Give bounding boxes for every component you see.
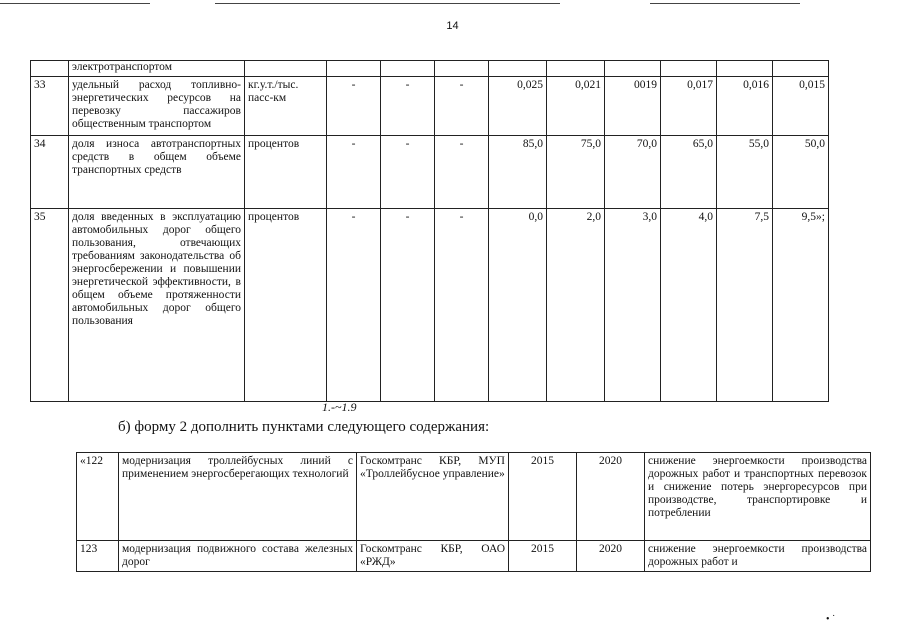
value-cell: 0,015	[773, 77, 829, 136]
measure-name: модернизация подвижного состава железных дорог	[119, 541, 357, 572]
expected-effect: снижение энергоемкости производства дорожных работ и	[645, 541, 871, 572]
value-cell: -	[435, 77, 489, 136]
executor: Госкомтранс КБР, ОАО «РЖД»	[357, 541, 509, 572]
value-cell: -	[327, 209, 381, 402]
value-cell: 0019	[605, 77, 661, 136]
value-cell: 75,0	[547, 136, 605, 209]
value-cell: 7,5	[717, 209, 773, 402]
value-cell: -	[381, 209, 435, 402]
value-cell: 0,021	[547, 77, 605, 136]
table-row	[77, 453, 871, 541]
value-cell: -	[327, 136, 381, 209]
end-year: 2020	[577, 541, 645, 572]
start-year: 2015	[509, 453, 577, 541]
value-cell: 0,025	[489, 77, 547, 136]
end-year: 2020	[577, 453, 645, 541]
value-cell: 0,017	[661, 77, 717, 136]
table-cell: электротранспортом	[69, 61, 245, 77]
value-cell: 0,016	[717, 77, 773, 136]
value-cell: -	[435, 209, 489, 402]
table-row	[31, 136, 829, 209]
table-row	[31, 209, 829, 402]
value-cell: 70,0	[605, 136, 661, 209]
value-cell: 9,5»;	[773, 209, 829, 402]
value-cell: 2,0	[547, 209, 605, 402]
measure-name: модернизация троллейбусных линий с применением энергосберегающих технологий	[119, 453, 357, 541]
value-cell: 3,0	[605, 209, 661, 402]
scan-artifact	[0, 3, 150, 4]
indicator-name: доля износа автотранспортных средств в общем объеме транспортных средств	[69, 136, 245, 209]
expected-effect: снижение энергоемкости производства дорожных работ и транспортных перевозок и снижение потерь энергоресурсов при производстве, транспортировке и потреблении	[645, 453, 871, 541]
value-cell: -	[381, 136, 435, 209]
scan-artifact	[650, 3, 800, 4]
unit: процентов	[245, 136, 327, 209]
row-number: 35	[31, 209, 69, 402]
value-cell: 4,0	[661, 209, 717, 402]
unit: процентов	[245, 209, 327, 402]
value-cell: 0,0	[489, 209, 547, 402]
value-cell: 55,0	[717, 136, 773, 209]
measures-table	[76, 452, 871, 572]
executor: Госкомтранс КБР, МУП «Троллейбусное управление»	[357, 453, 509, 541]
indicators-table	[30, 60, 829, 402]
table-row	[77, 541, 871, 572]
handwritten-note: 1.-~1.9	[322, 400, 357, 414]
table-cell	[31, 61, 69, 77]
value-cell: -	[381, 77, 435, 136]
row-number: 123	[77, 541, 119, 572]
amendment-paragraph: б) форму 2 дополнить пунктами следующего содержания:	[118, 419, 490, 435]
scan-artifact	[215, 3, 560, 4]
row-number: 33	[31, 77, 69, 136]
unit: кг.у.т./тыс. пасс-км	[245, 77, 327, 136]
start-year: 2015	[509, 541, 577, 572]
value-cell: -	[327, 77, 381, 136]
value-cell: 50,0	[773, 136, 829, 209]
indicator-name: доля введенных в эксплуатацию автомобильных дорог общего пользования, отвечающих требованиям законодательства об энергосбережении и повышении энергетической эффективности, в общем объеме протяженности автомобильных дорог общего пользования	[69, 209, 245, 402]
table-row	[31, 77, 829, 136]
indicator-name: удельный расход топливно-энергетических ресурсов на перевозку пассажиров общественным транспортом	[69, 77, 245, 136]
page-number: 14	[446, 20, 459, 32]
row-number: 34	[31, 136, 69, 209]
table-row	[31, 61, 829, 77]
value-cell: 85,0	[489, 136, 547, 209]
value-cell: 65,0	[661, 136, 717, 209]
scan-artifact: • ˙	[826, 614, 836, 625]
row-number: «122	[77, 453, 119, 541]
value-cell: -	[435, 136, 489, 209]
